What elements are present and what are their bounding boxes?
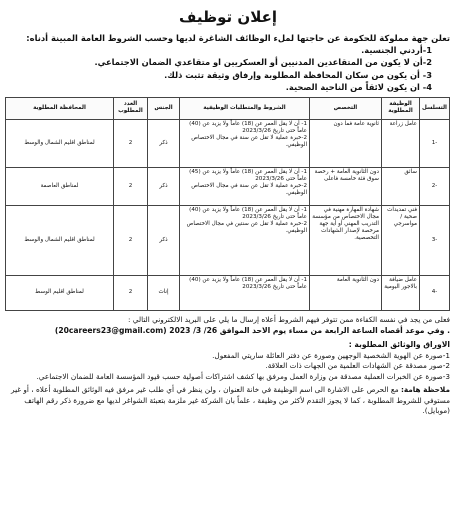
cell-gender: إناث — [148, 275, 180, 310]
cell-seq: -1 — [420, 119, 450, 167]
doc-item: 1-صورة عن الهوية الشخصية الوجهين وصورة عن دفتر العائلة ساريتي المفعول. — [212, 351, 450, 361]
header-count: العدد المطلوب — [114, 97, 148, 119]
note-text: مع الحرص على الاشارة الى اسم الوظيفة في خانة العنوان ، ولن ينظر في أي طلب غير مرفق فيه الوثائق المطلوبة أعلاه ، أو غير مستوفي للشروط المطلوبة ، كما لا يجوز التقدم لأكثر من وظيفة ، علماً بان الشركة غير ملزمة بتعبئة الشواغر لديها مع ضرورة ذكر رقم الهاتف (موبايل). — [11, 385, 450, 416]
cell-gender: ذكر — [148, 205, 180, 275]
table-row — [6, 167, 450, 205]
email-deadline-line: (20careers23@gmail.com) وفي موعد أقصاه الساعة الرابعة من مساء يوم الاحد الموافق 26/ 3/ 2023 . — [54, 326, 450, 336]
intro-text: تعلن جهة مملوكة للحكومة عن حاجتها لملء الوظائف الشاغرة لديها وحسب الشروط العامة المبينة أدناه: — [26, 33, 450, 43]
header-job: الوظيفة المطلوبة — [382, 97, 420, 119]
cell-job: فني تمديدات صحية / مواسرجي — [382, 205, 420, 275]
announcement-title: إعلان توظيف — [179, 8, 277, 26]
req-line: 2-خبرة عملية لا تقل عن سنة في مجال الاختصاص الوظيفي. — [191, 183, 307, 197]
jobs-table — [5, 97, 450, 311]
cell-gov: لمناطق اقليم الوسط — [6, 275, 114, 310]
cell-spec: دون الثانوية العامة + رخصة سوق فئة خامسة فاعلى — [310, 167, 382, 205]
condition-item: 3- أن يكون من سكان المحافظة المطلوبة وإرفاق وثيقة تثبت ذلك. — [164, 69, 432, 80]
cell-spec: ثانوية عامة فما دون — [310, 119, 382, 167]
table-row — [6, 119, 450, 167]
important-note — [6, 385, 450, 416]
req-line: 1- أن لا يقل العمر عن (18) عاماً ولا يزيد عن (45) عاماً حتى 2023/3/26 — [189, 168, 307, 182]
req-line: 1- أن لا يقل العمر عن (18) عاماً ولا يزيد عن (40) عاماً حتى تاريخ 2023/3/26 — [189, 206, 307, 220]
docs-list — [6, 351, 450, 382]
cell-count: 2 — [114, 167, 148, 205]
doc-item: 3-صورة عن الخبرات العملية مصدقة من وزارة العمل ومرفق بها كشف اشتراكات أصولية حسب قيود المؤسسة العامة للضمان الاجتماعي. — [36, 371, 450, 381]
cell-count: 2 — [114, 205, 148, 275]
table-header-row — [6, 97, 450, 119]
doc-item: 2-صور مصدقة عن الشهادات العلمية من الجهات ذات العلاقة. — [265, 361, 450, 371]
table-row — [6, 205, 450, 275]
cell-seq: -3 — [420, 205, 450, 275]
cell-gov: لمناطق العاصمة — [6, 167, 114, 205]
cell-gender: ذكر — [148, 119, 180, 167]
req-line: 1- أن لا يقل العمر عن (18) عاماً ولا يزيد عن (40) عاماً حتى تاريخ 2023/3/26 — [189, 120, 307, 134]
cell-req — [180, 275, 310, 310]
cell-job: عامل ضيافة بالاجور اليومية — [382, 275, 420, 310]
cell-gov: لمناطق اقليم الشمال والوسط — [6, 119, 114, 167]
header-req: الشروط والمتطلبات الوظيفية — [180, 97, 310, 119]
condition-item: 2-أن لا يكون من المتقاعدين المدنيين أو العسكريين او متقاعدي الضمان الاجتماعي. — [94, 57, 432, 68]
cell-gender: ذكر — [148, 167, 180, 205]
conditions-list — [6, 44, 450, 94]
cell-seq: -4 — [420, 275, 450, 310]
req-line: 2-خبرة عملية لا تقل عن سنتين في مجال الاختصاص الوظيفي. — [186, 221, 307, 235]
cell-req — [180, 119, 310, 167]
apply-instructions: فعلى من يجد في نفسه الكفاءة ممن تتوفر فيهم الشروط أعلاه إرسال ما يلي على البريد الالكتروني التالي : — [128, 314, 450, 324]
note-label: ملاحظة هامة: — [400, 385, 450, 395]
req-line: 2-خبرة عملية لا تقل عن سنة في مجال الاختصاص الوظيفي. — [191, 135, 307, 149]
cell-seq: -2 — [420, 167, 450, 205]
cell-req — [180, 205, 310, 275]
cell-count: 2 — [114, 275, 148, 310]
cell-job: عامل زراعة — [382, 119, 420, 167]
docs-heading: الاوراق والوثائق المطلوبة : — [348, 340, 450, 350]
cell-gov: لمناطق اقليم الشمال والوسط — [6, 205, 114, 275]
table-row — [6, 275, 450, 310]
cell-job: سائق — [382, 167, 420, 205]
condition-item: 1-أردني الجنسية. — [361, 45, 432, 55]
cell-spec: دون الثانوية العامة — [310, 275, 382, 310]
cell-count: 2 — [114, 119, 148, 167]
cell-spec: شهادة المهارة مهنية في مجال الاختصاص من مؤسسة التدريب المهني أو أية جهة مرخصة لإصدار الشهادات التخصصية. — [310, 205, 382, 275]
header-seq: التسلسل — [420, 97, 450, 119]
header-spec: التخصص — [310, 97, 382, 119]
req-line: 1- أن لا يقل العمر عن (18) عاماً ولا يزيد عن (40) عاماً حتى تاريخ 2023/3/26 — [189, 276, 307, 290]
cell-req — [180, 167, 310, 205]
header-gov: المحافظة المطلوبة — [6, 97, 114, 119]
condition-item: 4- ان يكون لائقاً من الناحية الصحية. — [285, 82, 432, 93]
header-gender: الجنس — [148, 97, 180, 119]
